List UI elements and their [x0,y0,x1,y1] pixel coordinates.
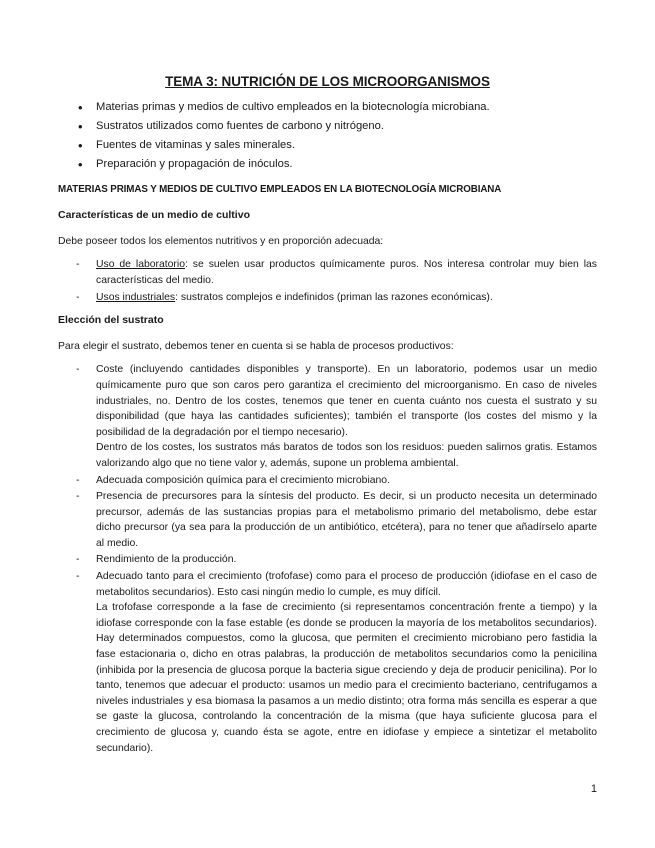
list-item [76,257,597,288]
list-item [76,362,597,471]
subheading-eleccion-sustrato: Elección del sustrato [58,314,164,327]
medio-cultivo-list [58,257,597,305]
item-label: Usos industriales [96,291,176,303]
item-text: : se suelen usar productos químicamente puros. Nos interesa controlar muy bien las características del medio. [96,259,597,286]
intro-paragraph: Para elegir el sustrato, debemos tener en cuenta si se habla de procesos productivos: [58,340,454,352]
item-extra: Dentro de los costes, los sustratos más baratos de todos son los residuos: pueden salirnos gratis. Estamos valorizando algo que no tiene valor y, además, supone un problema ambiental. [96,442,597,469]
list-item [76,290,597,306]
topic-item: • Fuentes de vitaminas y sales minerales. [78,136,597,155]
item-text: Adecuada composición química para el crecimiento microbiano. [96,474,390,486]
list-item [76,552,597,568]
section-heading: MATERIAS PRIMAS Y MEDIOS DE CULTIVO EMPLEADOS EN LA BIOTECNOLOGÍA MICROBIANA [58,183,502,195]
item-extra: La trofofase corresponde a la fase de crecimiento (si representamos concentración frente a tiempo) y la idiofase corresponde con la fase estable (es donde se producen la mayoría de los metabolitos secundarios). Hay determinados compuestos, como la glucosa, que permiten el crecimiento microbiano pero fastidia la fase estacionaria o, dicho en otras palabras, la producción de metabolitos secundarios como la penicilina (inhibida por la presencia de glucosa porque la bacteria sigue creciendo y deja de producir penicilina). Por lo tanto, tenemos que adecuar el producto: usamos un medio para el crecimiento bacteriano, centrifugamos a niveles industriales y esa biomasa la pasamos a un medio distinto; otra forma más sencilla es esperar a que se gaste la glucosa, controlando la concentración de la misma (que haya suficiente glucosa para el crecimiento de glucosa y, cuando ésta se agote, entre en idiofase y empiece a sintetizar el metabolito secundario). [96,602,597,754]
sustrato-list [58,362,597,756]
item-text: Rendimiento de la producción. [96,554,237,566]
list-item [76,489,597,551]
topic-item: • Materias primas y medios de cultivo empleados en la biotecnología microbiana. [78,98,597,117]
subheading-medio-cultivo: Características de un medio de cultivo [58,209,250,222]
item-label: Uso de laboratorio [96,259,185,271]
item-text: Adecuado tanto para el crecimiento (trofofase) como para el proceso de producción (idiofase en el caso de metabolitos secundarios). Esto casi ningún medio lo cumple, es muy difícil. [96,571,597,598]
topic-item: • Preparación y propagación de inóculos. [78,155,597,174]
intro-paragraph: Debe poseer todos los elementos nutritivos y en proporción adecuada: [58,235,384,247]
page-title: TEMA 3: NUTRICIÓN DE LOS MICROORGANISMOS [165,74,490,89]
list-item [76,569,597,756]
topic-list [58,98,597,174]
item-text: Presencia de precursores para la síntesis del producto. Es decir, si un producto necesita un determinado precursor, además de las sustancias propias para el metabolismo primario del metabolismo, debe estar dicho precursor (ya sea para la producción de un antibiótico, etcétera), para no tener que añadírselo aparte al medio. [96,491,597,549]
page-number: 1 [590,783,597,795]
item-text: Coste (incluyendo cantidades disponibles y transporte). En un laboratorio, podemos usar un medio químicamente puro que son caros pero garantiza el crecimiento del microorganismo. En caso de niveles industriales, no. Dentro de los costes, tenemos que tener en cuenta cuánto nos cuesta el sustrato y su disponibilidad (que haya las cantidades suficientes); también el transporte (los costes del mismo y la posibilidad de la degradación por el tiempo necesario). [96,364,597,438]
list-item [76,473,597,489]
topic-item: • Sustratos utilizados como fuentes de carbono y nitrógeno. [78,117,597,136]
item-text: : sustratos complejos e indefinidos (priman las razones económicas). [175,291,493,303]
